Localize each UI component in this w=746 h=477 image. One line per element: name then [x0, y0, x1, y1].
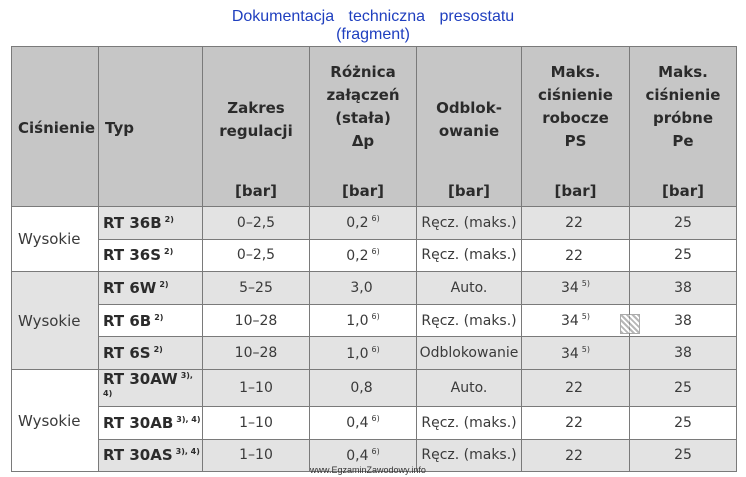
footnote-mark: 6): [371, 312, 380, 322]
type-name: RT 6S: [103, 344, 151, 363]
max-working-pressure-cell: [522, 337, 630, 370]
qr-code-icon: [620, 314, 640, 334]
ps-value: 22: [565, 247, 583, 264]
type-cell: [99, 207, 203, 240]
differential-value: 1,0: [346, 313, 369, 330]
footnote-mark: 5): [581, 279, 591, 289]
type-name: RT 36S: [103, 246, 162, 265]
type-name: RT 6W: [103, 278, 157, 297]
max-working-pressure-cell: [522, 207, 630, 240]
range-cell: 1–10: [203, 369, 310, 406]
ps-value: 34: [560, 313, 579, 330]
max-test-pressure-cell: 38: [630, 304, 737, 337]
differential-value: 0,8: [350, 380, 373, 397]
table-row: [12, 337, 737, 370]
differential-cell: [310, 239, 417, 272]
footnote-mark: 6): [371, 446, 380, 456]
ps-value: 22: [565, 215, 583, 232]
max-test-pressure-cell: 25: [630, 439, 737, 472]
ps-value: 34: [560, 345, 579, 362]
footnote-mark: 3), 4): [176, 414, 201, 424]
max-working-pressure-cell: [522, 304, 630, 337]
header-maks-pe: Maks. ciśnienie próbne Pe [bar]: [630, 47, 737, 207]
table-row: [12, 406, 737, 439]
max-test-pressure-cell: 25: [630, 369, 737, 406]
table-row: [12, 272, 737, 305]
max-test-pressure-cell: 38: [630, 337, 737, 370]
header-row: [12, 47, 737, 207]
document-title: [0, 8, 746, 44]
table-row: [12, 239, 737, 272]
footnote-mark: 5): [581, 344, 591, 354]
type-name: RT 36B: [103, 213, 162, 232]
unit-label: [bar]: [448, 182, 490, 200]
table-body: [12, 207, 737, 472]
range-cell: 1–10: [203, 439, 310, 472]
footnote-mark: 2): [164, 247, 174, 257]
unit-label: [bar]: [662, 182, 704, 200]
footnote-mark: 5): [581, 312, 591, 322]
range-cell: 1–10: [203, 406, 310, 439]
unit-label: [bar]: [235, 182, 277, 200]
table-row: [12, 207, 737, 240]
range-cell: 10–28: [203, 337, 310, 370]
footnote-mark: 3), 4): [103, 370, 193, 398]
reset-cell: Ręcz. (maks.): [417, 439, 522, 472]
footnote-mark: 2): [164, 214, 174, 224]
differential-value: 0,2: [346, 215, 369, 232]
footnote-mark: 2): [154, 312, 164, 322]
differential-value: 3,0: [350, 280, 373, 297]
ps-value: 34: [560, 280, 579, 297]
type-cell: [99, 439, 203, 472]
range-cell: 10–28: [203, 304, 310, 337]
differential-cell: [310, 369, 417, 406]
pressure-cell: Wysokie: [12, 272, 99, 370]
footnote-mark: 6): [371, 214, 380, 224]
type-cell: [99, 337, 203, 370]
reset-cell: Auto.: [417, 272, 522, 305]
watermark: www.EgzaminZawodowy.info: [310, 465, 426, 475]
type-name: RT 30AB: [103, 413, 174, 432]
table-row: [12, 369, 737, 406]
max-test-pressure-cell: 38: [630, 272, 737, 305]
header-typ: Typ: [99, 47, 203, 207]
footnote-mark: 2): [153, 345, 163, 355]
footnote-mark: 3), 4): [175, 447, 200, 457]
range-cell: 0–2,5: [203, 207, 310, 240]
differential-cell: [310, 406, 417, 439]
range-cell: 5–25: [203, 272, 310, 305]
header-roznica: Różnica załączeń (stała) Δp [bar]: [310, 47, 417, 207]
header-zakres: Zakres regulacji [bar]: [203, 47, 310, 207]
max-test-pressure-cell: 25: [630, 207, 737, 240]
header-cisnienie: Ciśnienie: [12, 47, 99, 207]
type-cell: [99, 272, 203, 305]
max-working-pressure-cell: [522, 272, 630, 305]
differential-value: 0,4: [346, 447, 369, 464]
type-cell: [99, 406, 203, 439]
footnote-mark: 2): [159, 279, 169, 289]
differential-cell: [310, 207, 417, 240]
reset-cell: Ręcz. (maks.): [417, 239, 522, 272]
type-cell: [99, 369, 203, 406]
differential-value: 0,2: [346, 247, 369, 264]
title-line-1: Dokumentacja techniczna presostatu: [231, 8, 515, 25]
max-working-pressure-cell: [522, 239, 630, 272]
footnote-mark: 6): [371, 414, 380, 424]
pressure-cell: Wysokie: [12, 207, 99, 272]
max-working-pressure-cell: [522, 406, 630, 439]
type-cell: [99, 239, 203, 272]
reset-cell: Odblokowanie: [417, 337, 522, 370]
type-name: RT 30AW: [103, 369, 178, 388]
footnote-mark: 6): [371, 246, 380, 256]
title-line-2: (fragment): [336, 26, 410, 43]
pressure-cell: Wysokie: [12, 369, 99, 471]
pressure-switch-spec-table: [11, 46, 737, 472]
reset-cell: Ręcz. (maks.): [417, 207, 522, 240]
reset-cell: Ręcz. (maks.): [417, 406, 522, 439]
footnote-mark: 6): [371, 344, 380, 354]
differential-value: 1,0: [346, 345, 369, 362]
header-odblokowanie: Odblok- owanie [bar]: [417, 47, 522, 207]
max-test-pressure-cell: 25: [630, 239, 737, 272]
differential-cell: [310, 337, 417, 370]
ps-value: 22: [565, 380, 583, 397]
differential-cell: [310, 272, 417, 305]
reset-cell: Ręcz. (maks.): [417, 304, 522, 337]
range-cell: 0–2,5: [203, 239, 310, 272]
reset-cell: Auto.: [417, 369, 522, 406]
max-test-pressure-cell: 25: [630, 406, 737, 439]
type-name: RT 30AS: [103, 446, 173, 465]
unit-label: [bar]: [554, 182, 597, 200]
max-working-pressure-cell: [522, 369, 630, 406]
differential-value: 0,4: [346, 415, 369, 432]
header-maks-ps: Maks. ciśnienie robocze PS [bar]: [522, 47, 630, 207]
type-cell: [99, 304, 203, 337]
unit-label: [bar]: [342, 182, 384, 200]
differential-cell: [310, 304, 417, 337]
max-working-pressure-cell: [522, 439, 630, 472]
ps-value: 22: [565, 415, 583, 432]
ps-value: 22: [565, 447, 583, 464]
type-name: RT 6B: [103, 311, 152, 330]
